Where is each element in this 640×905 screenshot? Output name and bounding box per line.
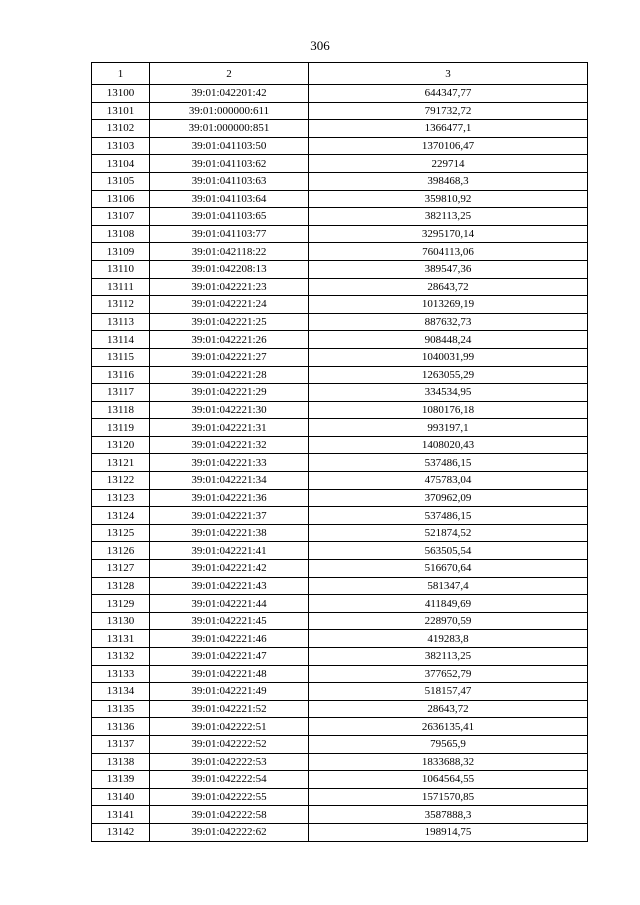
table-row (92, 700, 588, 718)
row-number-cell: 13127 (92, 560, 150, 578)
value-cell: 28643,72 (309, 278, 588, 296)
row-number-cell: 13139 (92, 771, 150, 789)
cadastral-number-cell: 39:01:042221:48 (150, 665, 309, 683)
value-cell: 79565,9 (309, 735, 588, 753)
value-cell: 563505,54 (309, 542, 588, 560)
cadastral-number-cell: 39:01:042118:22 (150, 243, 309, 261)
value-cell: 198914,75 (309, 823, 588, 841)
row-number-cell: 13114 (92, 331, 150, 349)
table-row (92, 102, 588, 120)
row-number-cell: 13128 (92, 577, 150, 595)
row-number-cell: 13122 (92, 472, 150, 490)
value-cell: 370962,09 (309, 489, 588, 507)
table-row (92, 384, 588, 402)
table-row (92, 665, 588, 683)
row-number-cell: 13134 (92, 683, 150, 701)
cadastral-number-cell: 39:01:042221:34 (150, 472, 309, 490)
value-cell: 475783,04 (309, 472, 588, 490)
value-cell: 1370106,47 (309, 137, 588, 155)
cadastral-number-cell: 39:01:041103:50 (150, 137, 309, 155)
row-number-cell: 13102 (92, 120, 150, 138)
cadastral-number-cell: 39:01:042222:62 (150, 823, 309, 841)
row-number-cell: 13108 (92, 225, 150, 243)
table-row (92, 771, 588, 789)
value-cell: 228970,59 (309, 612, 588, 630)
row-number-cell: 13106 (92, 190, 150, 208)
row-number-cell: 13105 (92, 172, 150, 190)
table-row (92, 260, 588, 278)
value-cell: 537486,15 (309, 507, 588, 525)
table-row (92, 753, 588, 771)
cadastral-number-cell: 39:01:042221:41 (150, 542, 309, 560)
value-cell: 398468,3 (309, 172, 588, 190)
value-cell: 389547,36 (309, 260, 588, 278)
cadastral-number-cell: 39:01:042221:38 (150, 524, 309, 542)
value-cell: 28643,72 (309, 700, 588, 718)
table-row (92, 137, 588, 155)
row-number-cell: 13120 (92, 436, 150, 454)
cadastral-number-cell: 39:01:041103:65 (150, 208, 309, 226)
cadastral-number-cell: 39:01:042221:29 (150, 384, 309, 402)
cadastral-number-cell: 39:01:041103:77 (150, 225, 309, 243)
header-cell-1: 1 (92, 63, 150, 85)
row-number-cell: 13107 (92, 208, 150, 226)
table-row (92, 524, 588, 542)
value-cell: 521874,52 (309, 524, 588, 542)
header-cell-2: 2 (150, 63, 309, 85)
table-row (92, 489, 588, 507)
row-number-cell: 13103 (92, 137, 150, 155)
value-cell: 3587888,3 (309, 806, 588, 824)
value-cell: 1064564,55 (309, 771, 588, 789)
table-row (92, 788, 588, 806)
table-row (92, 208, 588, 226)
cadastral-number-cell: 39:01:000000:611 (150, 102, 309, 120)
table-header (92, 63, 588, 85)
table-row (92, 331, 588, 349)
cadastral-number-cell: 39:01:042221:26 (150, 331, 309, 349)
row-number-cell: 13101 (92, 102, 150, 120)
row-number-cell: 13125 (92, 524, 150, 542)
table-row (92, 630, 588, 648)
row-number-cell: 13142 (92, 823, 150, 841)
value-cell: 377652,79 (309, 665, 588, 683)
value-cell: 791732,72 (309, 102, 588, 120)
cadastral-number-cell: 39:01:042221:27 (150, 348, 309, 366)
value-cell: 334534,95 (309, 384, 588, 402)
row-number-cell: 13126 (92, 542, 150, 560)
cadastral-number-cell: 39:01:041103:62 (150, 155, 309, 173)
cadastral-number-cell: 39:01:042222:58 (150, 806, 309, 824)
row-number-cell: 13131 (92, 630, 150, 648)
row-number-cell: 13136 (92, 718, 150, 736)
value-cell: 1040031,99 (309, 348, 588, 366)
value-cell: 644347,77 (309, 85, 588, 103)
table-row (92, 683, 588, 701)
cadastral-number-cell: 39:01:042222:54 (150, 771, 309, 789)
table-row (92, 595, 588, 613)
page-number: 306 (310, 38, 330, 53)
cadastral-number-cell: 39:01:042221:31 (150, 419, 309, 437)
row-number-cell: 13112 (92, 296, 150, 314)
cadastral-number-cell: 39:01:042221:37 (150, 507, 309, 525)
row-number-cell: 13117 (92, 384, 150, 402)
row-number-cell: 13100 (92, 85, 150, 103)
cadastral-number-cell: 39:01:042221:30 (150, 401, 309, 419)
table-row (92, 542, 588, 560)
row-number-cell: 13115 (92, 348, 150, 366)
table-row (92, 172, 588, 190)
table-row (92, 155, 588, 173)
cadastral-number-cell: 39:01:042221:24 (150, 296, 309, 314)
cadastral-number-cell: 39:01:041103:63 (150, 172, 309, 190)
table-row (92, 313, 588, 331)
row-number-cell: 13129 (92, 595, 150, 613)
table-row (92, 348, 588, 366)
cadastral-number-cell: 39:01:042222:51 (150, 718, 309, 736)
value-cell: 2636135,41 (309, 718, 588, 736)
value-cell: 229714 (309, 155, 588, 173)
cadastral-number-cell: 39:01:042221:28 (150, 366, 309, 384)
table-row (92, 718, 588, 736)
row-number-cell: 13116 (92, 366, 150, 384)
table-row (92, 278, 588, 296)
row-number-cell: 13132 (92, 648, 150, 666)
cadastral-number-cell: 39:01:041103:64 (150, 190, 309, 208)
table-row (92, 823, 588, 841)
table-row (92, 472, 588, 490)
value-cell: 1013269,19 (309, 296, 588, 314)
row-number-cell: 13123 (92, 489, 150, 507)
value-cell: 419283,8 (309, 630, 588, 648)
row-number-cell: 13141 (92, 806, 150, 824)
cadastral-number-cell: 39:01:000000:851 (150, 120, 309, 138)
table-row (92, 225, 588, 243)
table-row (92, 436, 588, 454)
data-table (91, 62, 588, 842)
row-number-cell: 13113 (92, 313, 150, 331)
value-cell: 993197,1 (309, 419, 588, 437)
cadastral-number-cell: 39:01:042208:13 (150, 260, 309, 278)
value-cell: 1833688,32 (309, 753, 588, 771)
cadastral-number-cell: 39:01:042221:36 (150, 489, 309, 507)
table-row (92, 560, 588, 578)
table-row (92, 296, 588, 314)
row-number-cell: 13130 (92, 612, 150, 630)
cadastral-number-cell: 39:01:042222:52 (150, 735, 309, 753)
cadastral-number-cell: 39:01:042221:46 (150, 630, 309, 648)
value-cell: 537486,15 (309, 454, 588, 472)
value-cell: 1080176,18 (309, 401, 588, 419)
table-row (92, 507, 588, 525)
row-number-cell: 13119 (92, 419, 150, 437)
value-cell: 411849,69 (309, 595, 588, 613)
row-number-cell: 13121 (92, 454, 150, 472)
value-cell: 581347,4 (309, 577, 588, 595)
table-row (92, 120, 588, 138)
cadastral-number-cell: 39:01:042221:23 (150, 278, 309, 296)
cadastral-number-cell: 39:01:042222:55 (150, 788, 309, 806)
cadastral-number-cell: 39:01:042221:43 (150, 577, 309, 595)
row-number-cell: 13110 (92, 260, 150, 278)
cadastral-number-cell: 39:01:042221:52 (150, 700, 309, 718)
value-cell: 3295170,14 (309, 225, 588, 243)
table-row (92, 190, 588, 208)
table-body (92, 85, 588, 842)
value-cell: 887632,73 (309, 313, 588, 331)
cadastral-number-cell: 39:01:042201:42 (150, 85, 309, 103)
row-number-cell: 13124 (92, 507, 150, 525)
row-number-cell: 13111 (92, 278, 150, 296)
value-cell: 1571570,85 (309, 788, 588, 806)
cadastral-number-cell: 39:01:042222:53 (150, 753, 309, 771)
row-number-cell: 13138 (92, 753, 150, 771)
row-number-cell: 13109 (92, 243, 150, 261)
value-cell: 382113,25 (309, 208, 588, 226)
value-cell: 359810,92 (309, 190, 588, 208)
table-row (92, 648, 588, 666)
row-number-cell: 13140 (92, 788, 150, 806)
table-row (92, 85, 588, 103)
table-row (92, 806, 588, 824)
cadastral-number-cell: 39:01:042221:25 (150, 313, 309, 331)
row-number-cell: 13133 (92, 665, 150, 683)
cadastral-number-cell: 39:01:042221:49 (150, 683, 309, 701)
header-cell-3: 3 (309, 63, 588, 85)
table-row (92, 401, 588, 419)
header-row (92, 63, 588, 85)
value-cell: 518157,47 (309, 683, 588, 701)
cadastral-number-cell: 39:01:042221:45 (150, 612, 309, 630)
table-row (92, 366, 588, 384)
row-number-cell: 13118 (92, 401, 150, 419)
table-row (92, 735, 588, 753)
value-cell: 382113,25 (309, 648, 588, 666)
table-row (92, 612, 588, 630)
cadastral-number-cell: 39:01:042221:42 (150, 560, 309, 578)
value-cell: 1366477,1 (309, 120, 588, 138)
row-number-cell: 13135 (92, 700, 150, 718)
cadastral-number-cell: 39:01:042221:47 (150, 648, 309, 666)
value-cell: 908448,24 (309, 331, 588, 349)
value-cell: 1408020,43 (309, 436, 588, 454)
row-number-cell: 13137 (92, 735, 150, 753)
cadastral-number-cell: 39:01:042221:33 (150, 454, 309, 472)
value-cell: 7604113,06 (309, 243, 588, 261)
table-row (92, 454, 588, 472)
value-cell: 1263055,29 (309, 366, 588, 384)
table-row (92, 419, 588, 437)
cadastral-number-cell: 39:01:042221:44 (150, 595, 309, 613)
table-row (92, 577, 588, 595)
cadastral-number-cell: 39:01:042221:32 (150, 436, 309, 454)
table-row (92, 243, 588, 261)
value-cell: 516670,64 (309, 560, 588, 578)
row-number-cell: 13104 (92, 155, 150, 173)
